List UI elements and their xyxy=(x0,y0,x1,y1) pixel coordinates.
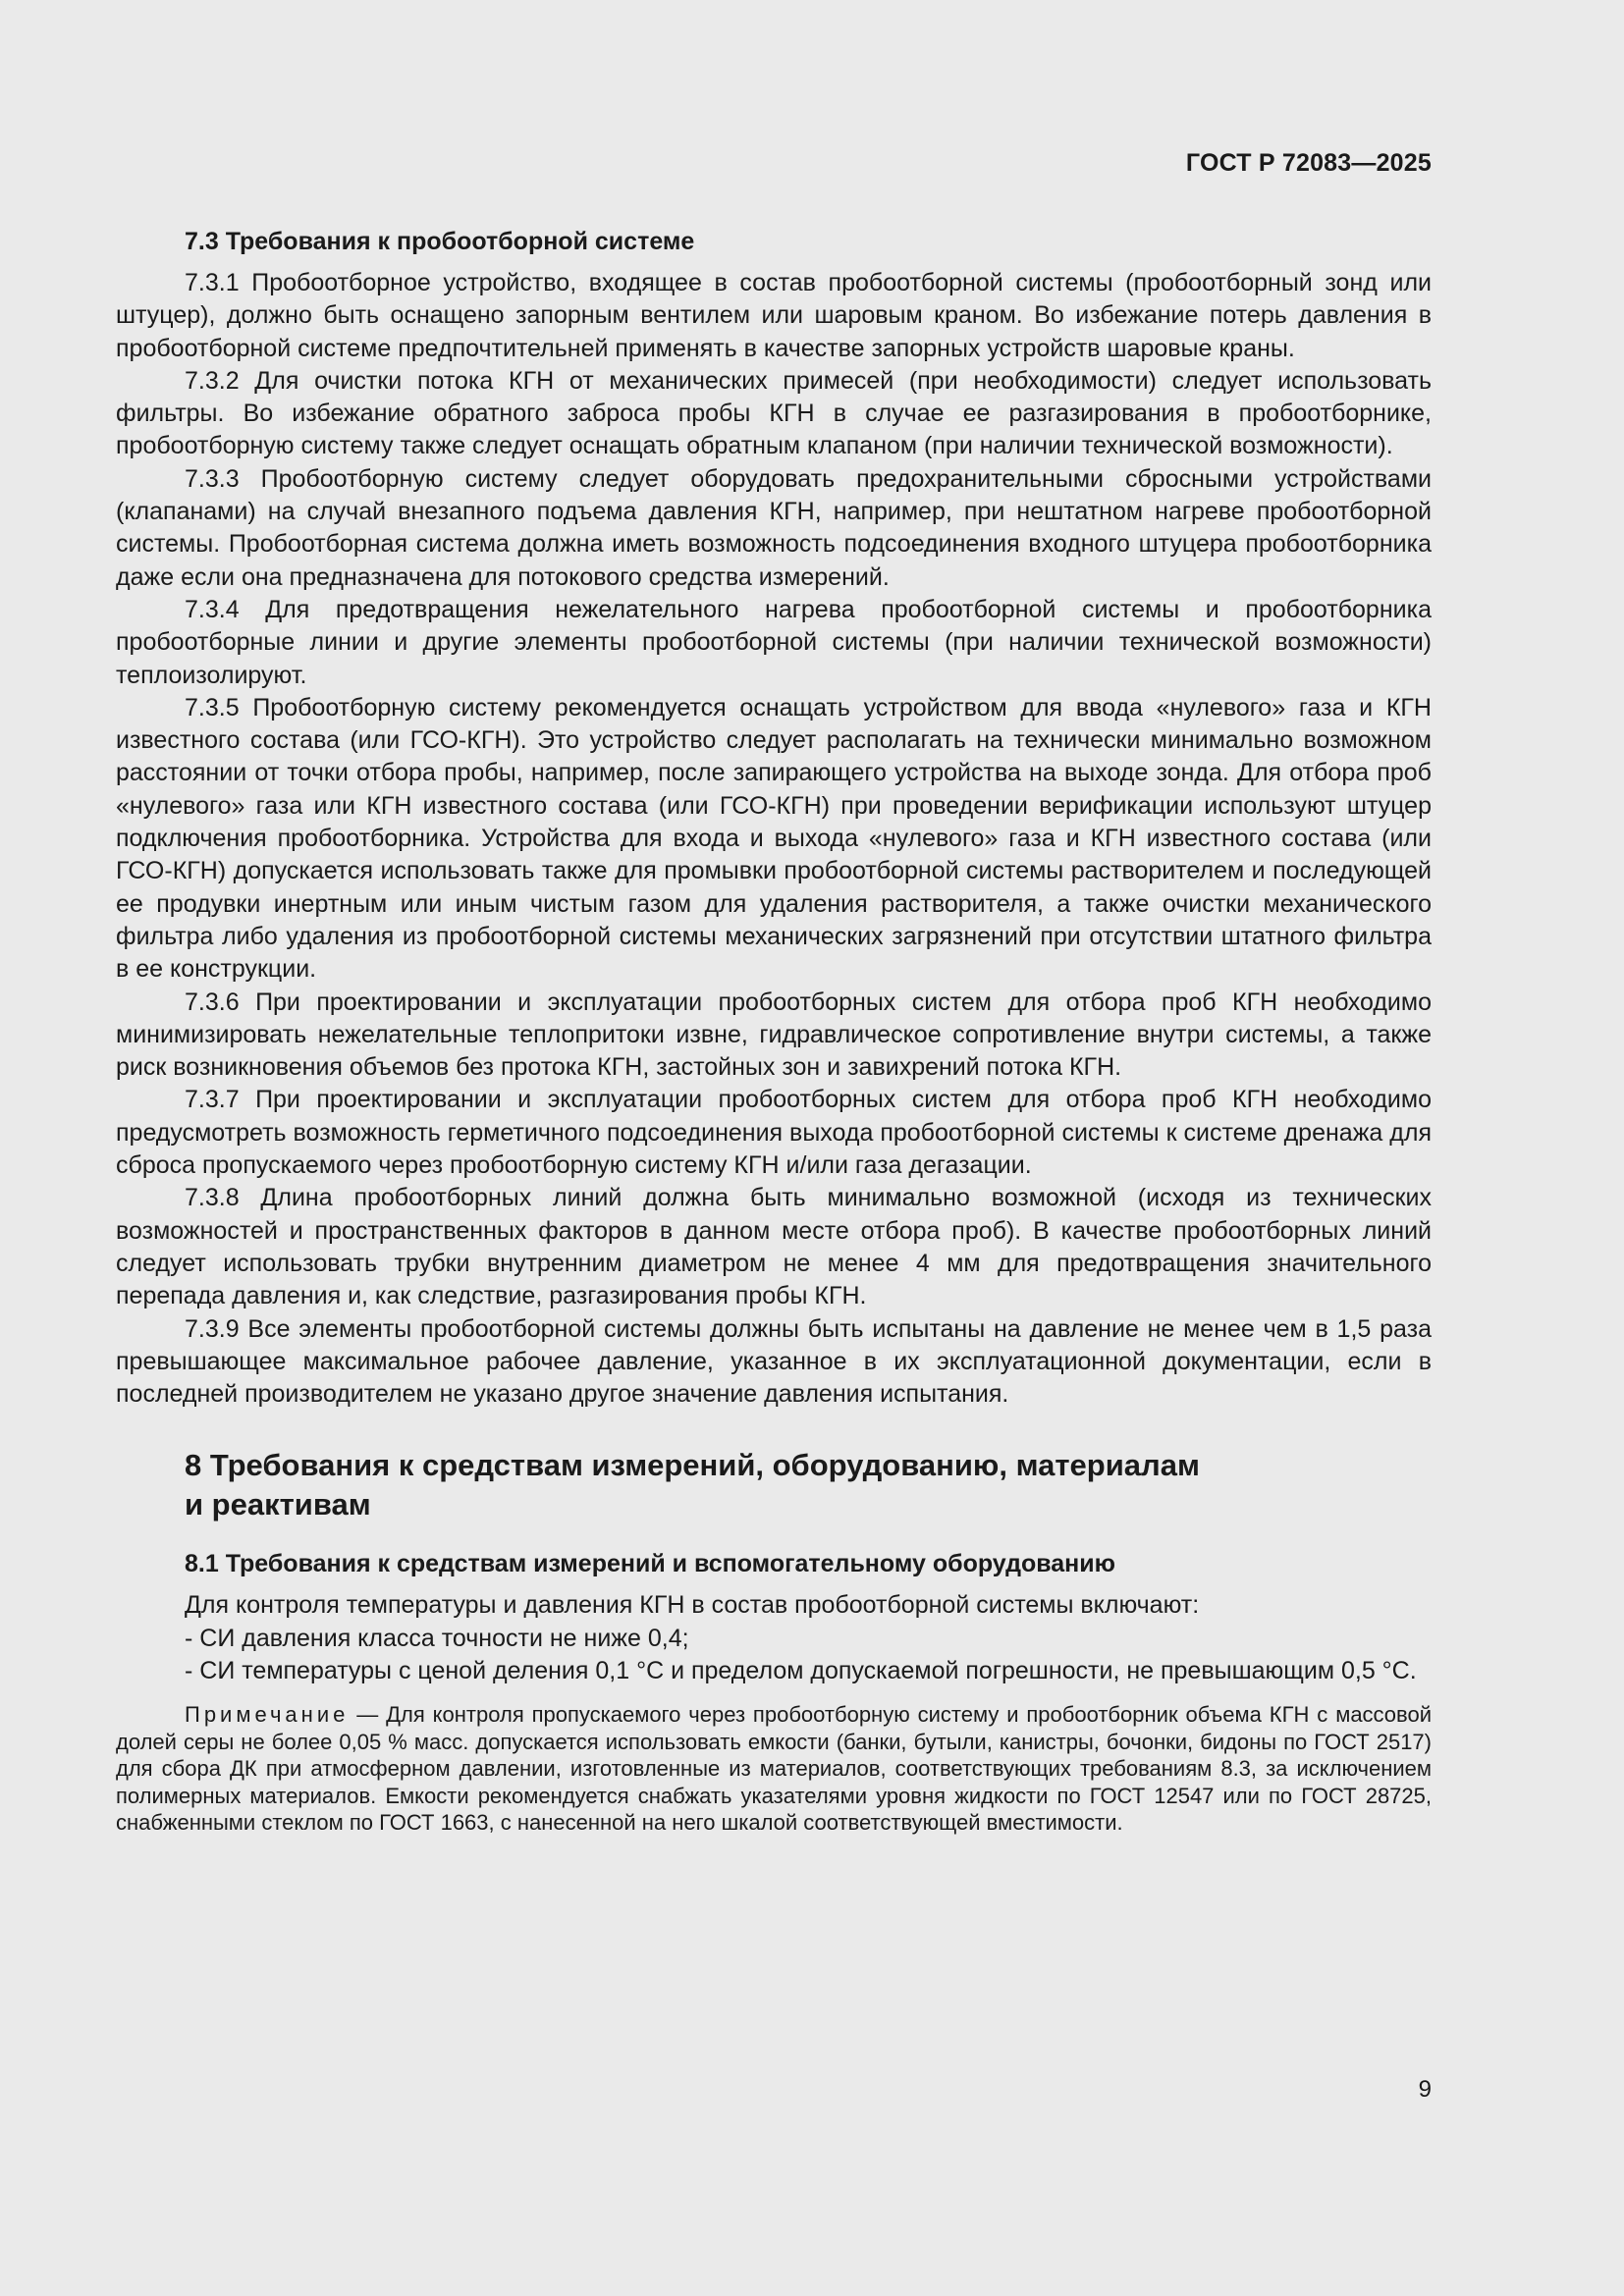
chapter-heading-line-2: и реактивам xyxy=(185,1487,371,1522)
list-item-temperature-instrument: - СИ температуры с ценой деления 0,1 °С и пределом допускаемой погрешности, не превышающим 0,5 °С. xyxy=(185,1656,1417,1684)
chapter-heading-8 xyxy=(116,1446,1432,1524)
paragraph-7-3-5: 7.3.5 Пробоотборную систему рекомендуется оснащать устройством для ввода «нулевого» газа и КГН известного состава (или ГСО-КГН). Это устройство следует располагать на технически минимально возможном расстоянии от точки отбора пробы, например, после запирающего устройства на выходе зонда. Для отбора проб «нулевого» газа или КГН известного состава (или ГСО-КГН) при проведении верификации используют штуцер подключения пробоотборника. Устройства для входа и выхода «нулевого» газа и КГН известного состава (или ГСО-КГН) допускается использовать также для промывки пробоотборной системы растворителем и последующей ее продувки инертным или иным чистым газом для удаления растворителя, а также очистки механического фильтра либо удаления из пробоотборной системы механических загрязнений при отсутствии штатного фильтра в ее конструкции. xyxy=(116,693,1432,984)
note-text: — Для контроля пропускаемого через пробоотборную систему и пробоотборник объема КГН с массовой долей серы не более 0,05 % масс. допускается использовать емкости (банки, бутыли, канистры, бочонки, бидоны по ГОСТ 2517) для сбора ДК при атмосферном давлении, изготовленные из материалов, соответствующих требованиям 8.3, за исключением полимерных материалов. Емкости рекомендуется снабжать указателями уровня жидкости по ГОСТ 12547 или по ГОСТ 28725, снабженными стеклом по ГОСТ 1663, с нанесенной на него шкалой соответствующей вместимости. xyxy=(116,1702,1432,1836)
paragraph-8-1-intro: Для контроля температуры и давления КГН в состав пробоотборной системы включают: xyxy=(185,1591,1200,1620)
section-heading-8-1: 8.1 Требования к средствам измерений и вспомогательному оборудованию xyxy=(185,1550,1115,1578)
paragraph-7-3-3: 7.3.3 Пробоотборную систему следует оборудовать предохранительными сбросными устройствами (клапанами) на случай внезапного подъема давления КГН, например, при нештатном нагреве пробоотборной системы. Пробоотборная система должна иметь возможность подсоединения входного штуцера пробоотборника даже если она предназначена для потокового средства измерений. xyxy=(116,464,1432,591)
paragraph-7-3-7: 7.3.7 При проектировании и эксплуатации пробоотборных систем для отбора проб КГН необходимо предусмотреть возможность герметичного подсоединения выхода пробоотборной системы к системе дренажа для сброса пропускаемого через пробоотборную систему КГН и/или газа дегазации. xyxy=(116,1086,1432,1180)
paragraph-7-3-4: 7.3.4 Для предотвращения нежелательного нагрева пробоотборной системы и пробоотборника пробоотборные линии и другие элементы пробоотборной системы (при наличии технической возможности) теплоизолируют. xyxy=(116,595,1432,689)
page-number: 9 xyxy=(1418,2076,1432,2103)
paragraph-7-3-9: 7.3.9 Все элементы пробоотборной системы должны быть испытаны на давление не менее чем в 1,5 раза превышающее максимальное рабочее давление, указанное в их эксплуатационной документации, если в последней производителем не указано другое значение давления испытания. xyxy=(116,1314,1432,1409)
paragraph-7-3-6: 7.3.6 При проектировании и эксплуатации пробоотборных систем для отбора проб КГН необходимо минимизировать нежелательные теплопритоки извне, гидравлическое сопротивление внутри системы, а также риск возникновения объемов без протока КГН, застойных зон и завихрений потока КГН. xyxy=(116,988,1432,1082)
chapter-heading-line-1: 8 Требования к средствам измерений, оборудованию, материалам xyxy=(185,1448,1200,1483)
document-id: ГОСТ Р 72083—2025 xyxy=(1185,149,1432,177)
list-item-pressure-instrument: - СИ давления класса точности не ниже 0,4; xyxy=(185,1624,689,1652)
page-content xyxy=(116,222,1432,1837)
paragraph-7-3-8: 7.3.8 Длина пробоотборных линий должна быть минимально возможной (исходя из технических возможностей и пространственных факторов в данном месте отбора проб). В качестве пробоотборных линий следует использовать трубки внутренним диаметром не менее 4 мм для предотвращения значительного перепада давления и, как следствие, разгазирования пробы КГН. xyxy=(116,1184,1432,1310)
note-paragraph xyxy=(116,1701,1432,1837)
paragraph-7-3-2: 7.3.2 Для очистки потока КГН от механических примесей (при необходимости) следует использовать фильтры. Во избежание обратного заброса пробы КГН в случае ее разгазирования в пробоотборнике, пробоотборную систему также следует оснащать обратным клапаном (при наличии технической возможности). xyxy=(116,366,1432,460)
section-heading-7-3: 7.3 Требования к пробоотборной системе xyxy=(185,228,695,255)
note-label: Примечание xyxy=(185,1702,350,1728)
paragraph-7-3-1: 7.3.1 Пробоотборное устройство, входящее в состав пробоотборной системы (пробоотборный зонд или штуцер), должно быть оснащено запорным вентилем или шаровым краном. Во избежание потерь давления в пробоотборной системе предпочтительней применять в качестве запорных устройств шаровые краны. xyxy=(116,269,1432,362)
section-7-3-body xyxy=(116,267,1432,1411)
